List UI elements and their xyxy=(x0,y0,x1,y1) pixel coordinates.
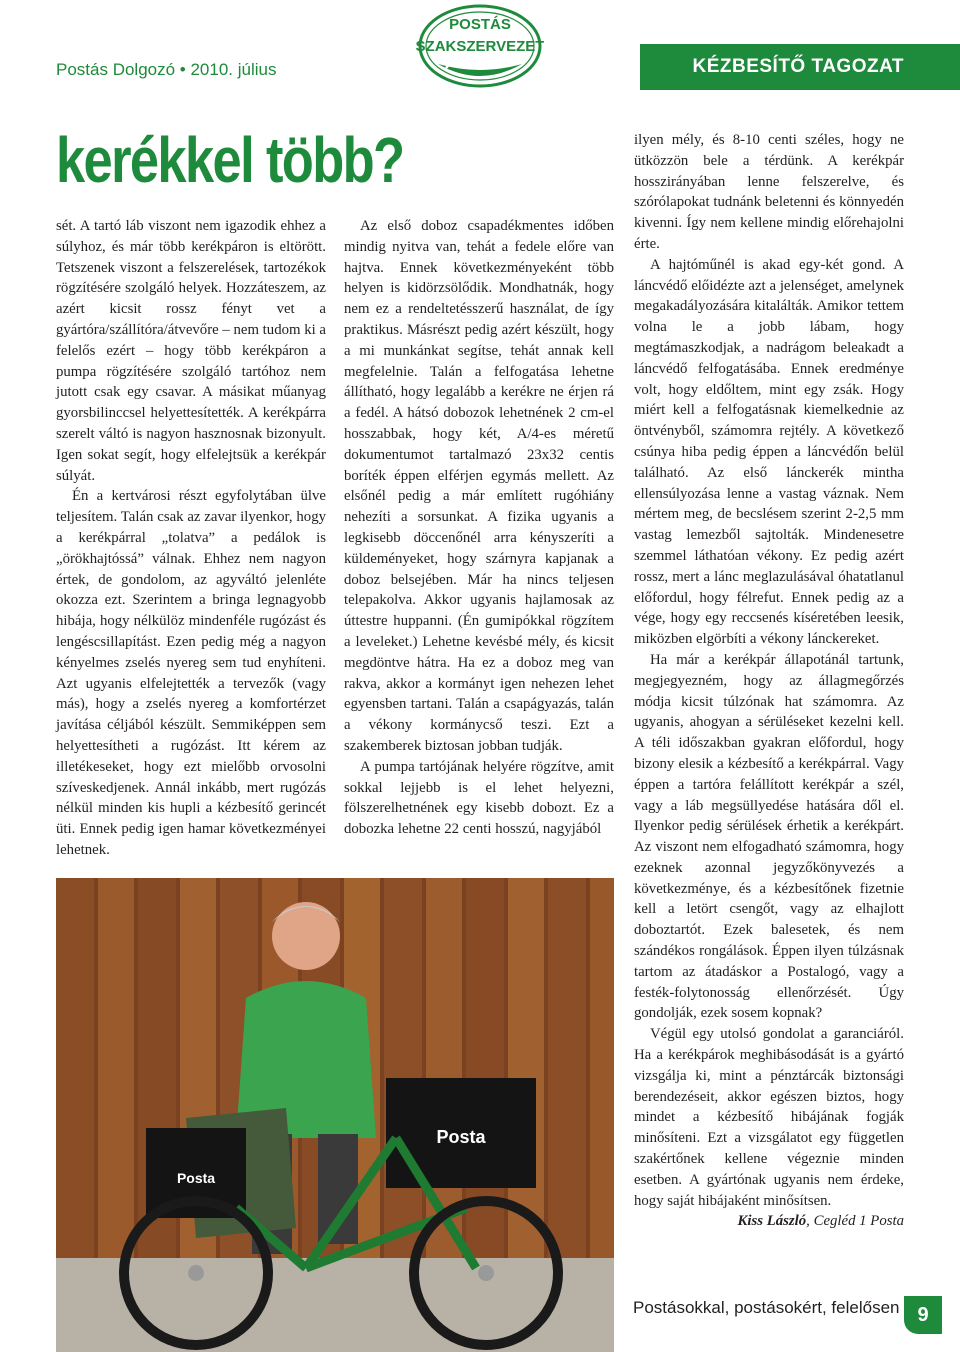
publication-info: Postás Dolgozó • 2010. július xyxy=(56,60,277,79)
paragraph: A pumpa tartójának helyére rögzítve, amit sokkal lejjebb is el lehet helyezni, fölszerelhetnének egy kisebb dobozt. Ez a dobozka lehetne 22 centi hosszú, nagyjából xyxy=(344,758,614,838)
article-column-1 xyxy=(56,216,326,861)
photo-illustration xyxy=(56,878,614,1352)
paragraph: Végül egy utolsó gondolat a garanciáról. Ha a kerékpárok meghibásodását is a gyártó vizsgálja ki, mint a pénztárcák biztonsági berendezéseit, akkor egészen biztos, hogy mindet a kézbesítő hibájának fogják minősíteni. Ezt a vizsgálatot egy független szakértőnek kellene végeznie minden esetben. A gyártónak ugyanis nem érdeke, hogy saját hibájaként minősítsen. xyxy=(634,1026,904,1209)
union-logo-graphic xyxy=(416,2,544,94)
author-name: Kiss László xyxy=(737,1213,807,1230)
paragraph: Az első doboz csapadékmentes időben mindig nyitva van, tehát a fedele előre van hajtva. Ennek következményeként több helyen is kidörzsölődik. Mondhatnák, hogy nem ez a rendeltetésszerű használat, de így praktikus. Másrészt pedig azért készült, hogy a mi munkánkat segítse, tehát annak kell megfelelnie. Talán a felfogatása lehetne állítható, hogy legalább a kerékre ne érjen rá a fedél. A hátsó dobozok lehetnének 2 cm-el hosszabbak, hogy két, A/4-es méretű dokumentumot tartalmazó 23x32 centis boríték éppen elférjen egymás mellett. Az elsőnél pedig a már említett rugóhiány nehezíti a sorsunkat. A fizika ugyanis a legkisebb döccenőnél arra kényszeríti a küldeményeket, hogy szárnyra kapjanak a doboz belsejében. Már ha nincs teljesen telepakolva. Akkor ugyanis hajlamosak az úttestre huppanni. (Én gumipókkal rögzítem a leveleket.) Lehetne kevésbé mély, és kicsit megdöntve hátra. Ha ez a doboz meg van rakva, akkor a kormányt igen nehezen lehet egyensben tartani. Talán a csapágyazás, talán a vékony kormánycső teszi. Ezt a szakemberek biztosan jobban tudják. xyxy=(344,218,614,754)
footer-slogan: Postásokkal, postásokért, felelősen xyxy=(633,1298,900,1317)
paragraph: sét. A tartó láb viszont nem igazodik ehhez a súlyhoz, és már több kerékpáron is eltörött. Tetszenek viszont a felszerelések, tartozékok rögzítésére szolgáló helyek. Hozzáteszem, az azért kicsit rossz fényt vet a gyártóra/szállítóra/átvevőre – nem tudom ki a felelős ezért – hogy több kerékpáron a pumpa rögzítésére szolgáló tartóhoz nem jutott csak egy csavar. A másikat műanyag gyorsbilinccsel helyettesítették. A kerékpárra szerelt váltó is nagyon hasznosnak bizonyult. Igen sokat segít, hogy elfelejtsük a kerékpár súlyát. xyxy=(56,218,326,484)
author-signature xyxy=(634,1211,904,1232)
paragraph: ilyen mély, és 8-10 centi széles, hogy ne ütközzön bele a térdünk. A kerékpár hosszirányában lenne felszerelve, és szórólapokat tudnánk beletenni és könnyedén kivenni. Így nem kellene mindig előrehajolni érte. xyxy=(634,132,904,252)
union-logo xyxy=(416,2,544,94)
paragraph: Én a kertvárosi részt egyfolytában ülve teljesítem. Talán csak az zavar ilyenkor, hogy a kerékpárral „tolatva” a pedálok is „örökhajtóssá” válnak. Ehhez nem nagyon értek, de gondolom, az agyváltó jelenléte okozza ezt. Szerintem a bringa legnagyobb hibája, hogy nélkülöz mindenféle rugózást és lengéscsillapítást. Ezen pedig még a nagyon kényelmes zselés nyereg sem tud enyhíteni. Azt ugyanis elfelejtették a tervezők (vagy más), hogy a zselés nyereg a komfortérzet javítása céljából készült. Semmiképpen sem helyettesítheti a rugózást. Itt kérem az illetékeseket, hogy ezt mielőbb orvosolni szíveskedjenek. Annál inkább, mert rugózás nélkül minden kis hupli a kézbesítő gerincét üti. Ennek pedig igen hamar következményei lehetnek. xyxy=(56,488,326,858)
paragraph: A hajtóműnél is akad egy-két gond. A láncvédő előidézte azt a jelenséget, amelynek megakadályozására kitalálták. Amikor tettem volna le a jobb lábam, hogy megtámaszkodjak, a nadrágom beleakadt a láncvédő felfogatásába. Ennek eredménye volt, hogy eldőltem, mint egy zsák. Hogy miért kell a felfogatásnak kiemelkednie az öntvényből, számomra rejtély. A következő csúnya hiba pedig éppen a láncvédőn belül található. Az első lánckerék mintha ellensúlyozása lenne a vastag váznak. Nem mértem meg, de becslésem szerint 2-2,5 mm vastag lemezből sajtolták. Mindenesetre szemmel láthatóan vékony. Ez pedig azért rossz, mert a lánc meglazulásával óhatatlanul előfordul, hogy félrefut. Ennek pedig az a vége, hogy egy reccsenés kíséretében leesik, miközben elgörbíti a vékony lánckereket. xyxy=(634,256,904,648)
section-banner xyxy=(640,44,960,90)
logo-text-top: POSTÁS xyxy=(449,16,511,33)
paragraph: Ha már a kerékpár állapotánál tartunk, megjegyezném, hogy az állagmegőrzés módja kicsit túlzónak hat számomra. Az ugyanis, ahogyan a sérüléseket kezelni kell. A téli időszakban gyakran előfordul, hogy bizony elesik a kézbesítő a kerékpárral. Vagy éppen a tartóra felállított kerékpár a szél, vagy a láb megsüllyedése hatására dől el. Ilyenkor pedig sérülések érhetik a kerékpárt. Az viszont nem elfogadható számomra, hogy ezeknek azonnal jegyzőkönyvezés a következménye, és a kézbesítőnek fizetnie kell a letört csengőt, vagy az elhajlott doboztartót. Ezek balesetek, és nem szándékos rongálások. Éppen ilyen túlzásnak tartom az átadáskor a Postalogó, vagy a festék-folytonosság ellenőrzését. Úgy gondolják, ezek sosem kopnak? xyxy=(634,651,904,1022)
postman-bicycle-photo xyxy=(56,878,614,1352)
front-box-label: Posta xyxy=(436,1127,486,1147)
page-number: 9 xyxy=(904,1296,942,1334)
rear-box-label: Posta xyxy=(176,1170,216,1186)
person-head xyxy=(272,902,340,970)
section-title: KÉZBESÍTŐ TAGOZAT xyxy=(692,56,904,77)
article-column-3 xyxy=(634,130,904,1232)
article-title: kerékkel több? xyxy=(56,124,404,196)
article-column-2 xyxy=(344,216,614,840)
logo-text-bottom: SZAKSZERVEZET xyxy=(416,38,544,55)
author-location: , Cegléd 1 Posta xyxy=(806,1213,904,1230)
